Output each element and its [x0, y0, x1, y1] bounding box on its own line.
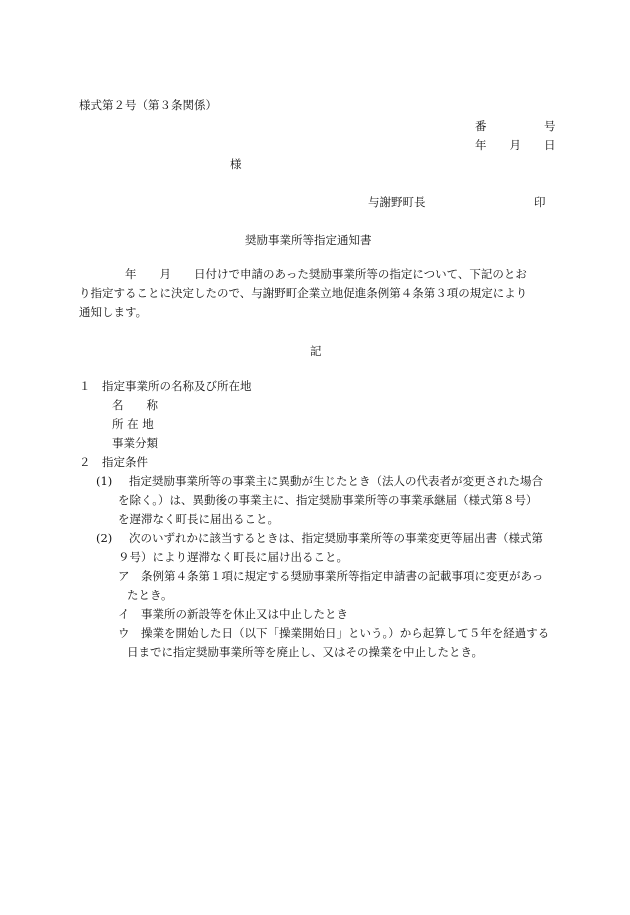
document-title: 奨励事業所等指定通知書 [245, 233, 372, 247]
body-line-1: 年 月 日付けで申請のあった奨励事業所等の指定について、下記のとお [125, 267, 527, 281]
item-a-line-1: ア 条例第４条第１項に規定する奨励事業所等指定申請書の記載事項に変更があっ [118, 569, 544, 583]
item-i-line-1: イ 事業所の新設等を休止又は中止したとき [118, 607, 348, 621]
seal: 印 [534, 195, 546, 209]
addressee-suffix: 様 [230, 157, 242, 171]
condition-1-line-3: を遅滞なく町長に届出ること。 [118, 512, 279, 526]
number-label: 番 号 [475, 119, 556, 133]
condition-2-line-1: 次のいずれかに該当するときは、指定奨励事業所等の事業変更等届出書（様式第 [129, 531, 543, 545]
item-u-line-2: 日までに指定奨励事業所等を廃止し、又はその操業を中止したとき。 [127, 645, 484, 659]
section-2-heading: ２ 指定条件 [79, 455, 148, 469]
condition-2-line-2: ９号）により遅滞なく町長に届け出ること。 [118, 550, 348, 564]
item-u-line-1: ウ 操業を開始した日（以下「操業開始日」という。）から起算して５年を経過する [118, 626, 550, 640]
body-line-3: 通知します。 [79, 305, 148, 319]
form-label: 様式第２号（第３条関係） [79, 98, 217, 112]
issuer: 与謝野町長 [368, 195, 426, 209]
condition-1-line-2: を除く。）は、異動後の事業主に、指定奨励事業所等の事業承継届（様式第８号） [118, 493, 538, 507]
condition-2-number: (2) [96, 531, 113, 545]
field-category: 事業分類 [112, 436, 158, 450]
condition-1-line-1: 指定奨励事業所等の事業主に異動が生じたとき（法人の代表者が変更された場合 [129, 474, 543, 488]
field-name: 名 称 [112, 398, 158, 412]
ki-marker: 記 [310, 344, 322, 358]
date-label: 年 月 日 [475, 138, 556, 152]
body-line-2: り指定することに決定したので、与謝野町企業立地促進条例第４条第３項の規定により [79, 286, 528, 300]
item-a-line-2: たとき。 [127, 588, 173, 602]
condition-1-number: (1) [96, 474, 113, 488]
field-location: 所 在 地 [112, 417, 154, 431]
section-1-heading: １ 指定事業所の名称及び所在地 [79, 379, 252, 393]
